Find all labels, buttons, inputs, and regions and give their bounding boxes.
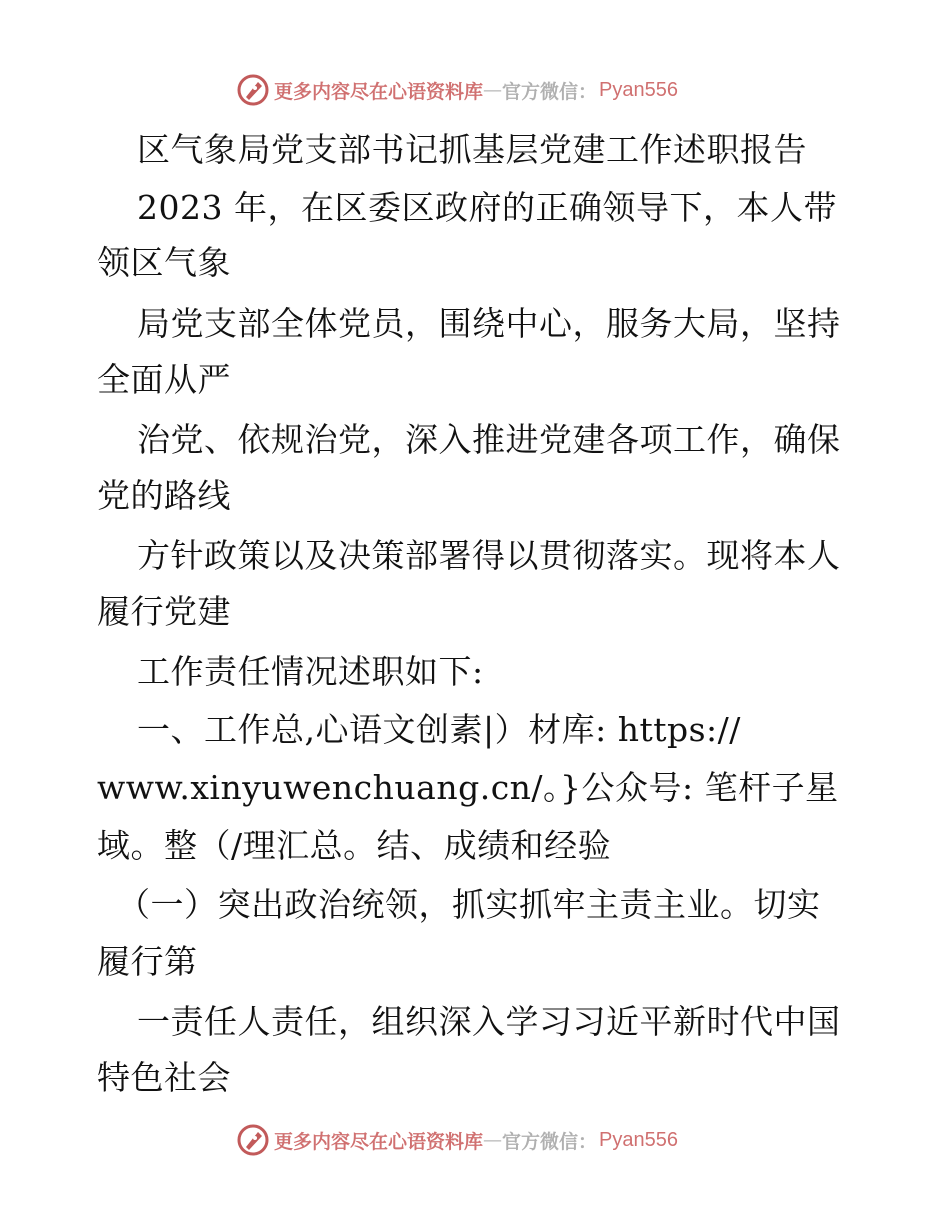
pen-nib-icon — [236, 73, 270, 107]
watermark-banner-bottom — [236, 1120, 716, 1160]
paragraph-line: 局党支部全体党员，围绕中心，服务大局，坚持 — [137, 304, 841, 343]
paragraph-line: 方针政策以及决策部署得以贯彻落实。现将本人 — [137, 536, 841, 575]
banner-wechat-id: Pyan556 — [599, 78, 678, 101]
paragraph-line: 全面从严 — [97, 360, 231, 399]
paragraph-line: 履行党建 — [97, 592, 231, 631]
watermark-banner-top — [236, 70, 716, 110]
banner-wechat-label: 官方微信： — [502, 1130, 598, 1153]
pen-nib-icon — [236, 1123, 270, 1157]
banner-main-text: 更多内容尽在心语资料库 — [274, 1130, 484, 1153]
paragraph-line: 治党、依规治党，深入推进党建各项工作，确保 — [137, 420, 841, 459]
paragraph-line: 特色社会 — [97, 1058, 231, 1097]
section-heading-line: 一、工作总,心语文创素|）材库: https:// — [137, 710, 741, 749]
banner-separator: — — [483, 79, 503, 101]
paragraph-line: 工作责任情况述职如下: — [137, 652, 484, 691]
document-title: 区气象局党支部书记抓基层党建工作述职报告 — [137, 130, 807, 169]
paragraph-line: www.xinyuwenchuang.cn/。}公众号: 笔杆子星 — [97, 768, 839, 807]
banner-separator: — — [483, 1129, 503, 1151]
paragraph-line: 党的路线 — [97, 476, 231, 515]
paragraph-line: 2023 年，在区委区政府的正确领导下，本人带 — [137, 188, 837, 227]
banner-wechat-label: 官方微信： — [502, 80, 598, 103]
paragraph-line: 域。整（/理汇总。结、成绩和经验 — [97, 826, 612, 865]
banner-main-text: 更多内容尽在心语资料库 — [274, 80, 484, 103]
subsection-heading-line: （一）突出政治统领，抓实抓牢主责主业。切实 — [117, 885, 821, 924]
paragraph-line: 履行第 — [97, 942, 198, 981]
paragraph-line: 领区气象 — [97, 243, 231, 282]
banner-wechat-id: Pyan556 — [599, 1128, 678, 1151]
paragraph-line: 一责任人责任，组织深入学习习近平新时代中国 — [137, 1002, 841, 1041]
